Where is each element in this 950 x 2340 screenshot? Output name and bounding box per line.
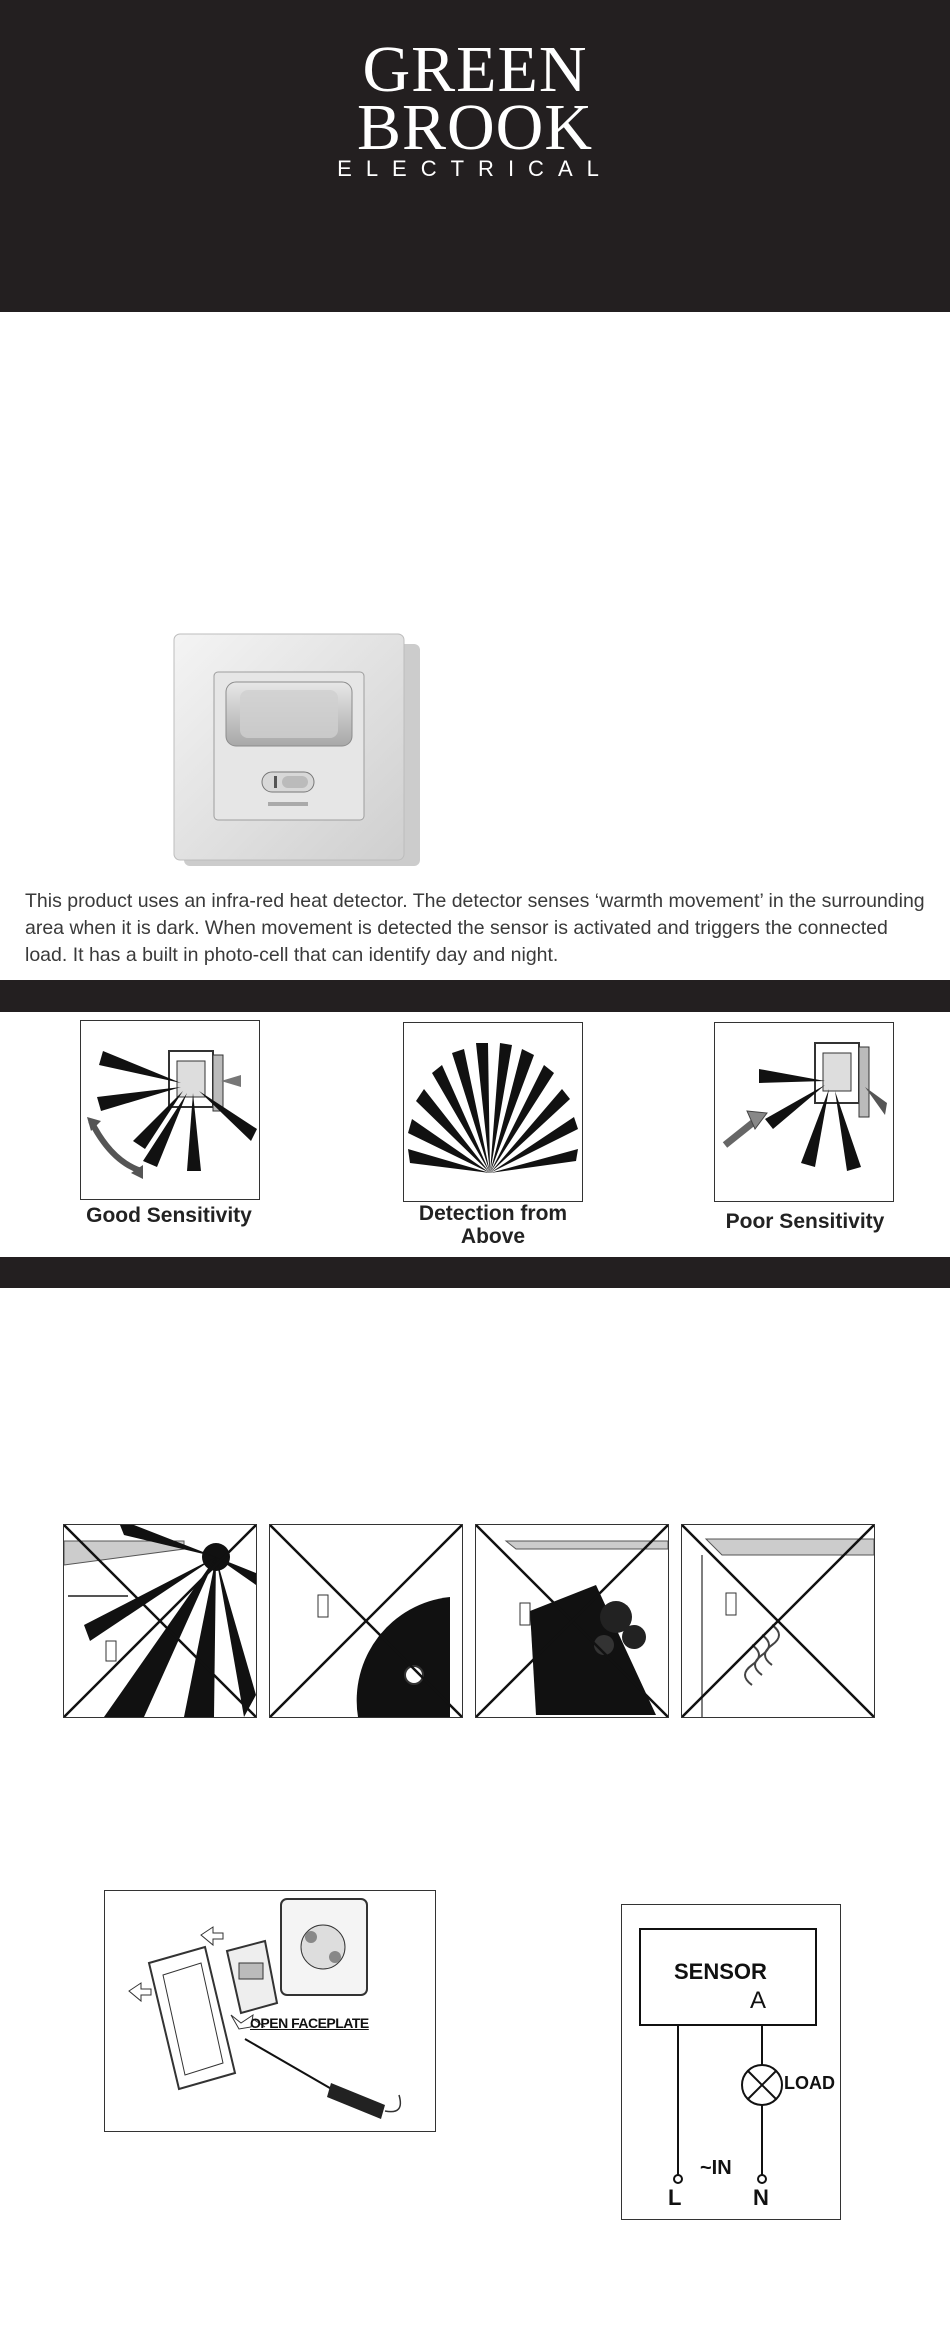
poor-sensitivity-caption: Poor Sensitivity (725, 1210, 885, 1233)
warning-airflow-diagram (681, 1524, 875, 1718)
good-sensitivity-diagram (80, 1020, 260, 1200)
section-band-bottom (0, 1257, 950, 1288)
live-label: L (668, 2185, 682, 2210)
detection-from-above-caption: Detection from Above (418, 1202, 568, 1248)
input-label: ~IN (700, 2157, 732, 2179)
product-photo (170, 630, 430, 870)
warning-sunlight-diagram (63, 1524, 257, 1718)
terminal-a-label: A (750, 1987, 767, 2014)
detection-from-above-diagram (403, 1022, 583, 1202)
section-band-top (0, 980, 950, 1012)
open-faceplate-label: OPEN FACEPLATE (250, 2015, 369, 2031)
faceplate-install-diagram (104, 1890, 436, 2132)
faceplate-install-drawing (105, 1891, 435, 2131)
sensor-label: SENSOR (674, 1959, 767, 1984)
brand-logo-line3: ELECTRICAL (337, 156, 613, 181)
wiring-diagram (621, 1904, 841, 2220)
neutral-label: N (753, 2185, 769, 2210)
good-sensitivity-caption: Good Sensitivity (86, 1204, 252, 1227)
load-label: LOAD (784, 2073, 835, 2093)
warning-tree-diagram (475, 1524, 669, 1718)
warning-heater-diagram (269, 1524, 463, 1718)
brand-logo-line2: BROOK (356, 91, 594, 164)
product-description: This product uses an infra-red heat detector. The detector senses ‘warmth movement’ in the surrounding area when it is dark. When movement is detected the sensor is activated and triggers the connected load. It has a built in photo-cell that can identify day and night. (25, 890, 925, 966)
brand-logo-line1: GREEN (362, 33, 588, 106)
poor-sensitivity-diagram (714, 1022, 894, 1202)
